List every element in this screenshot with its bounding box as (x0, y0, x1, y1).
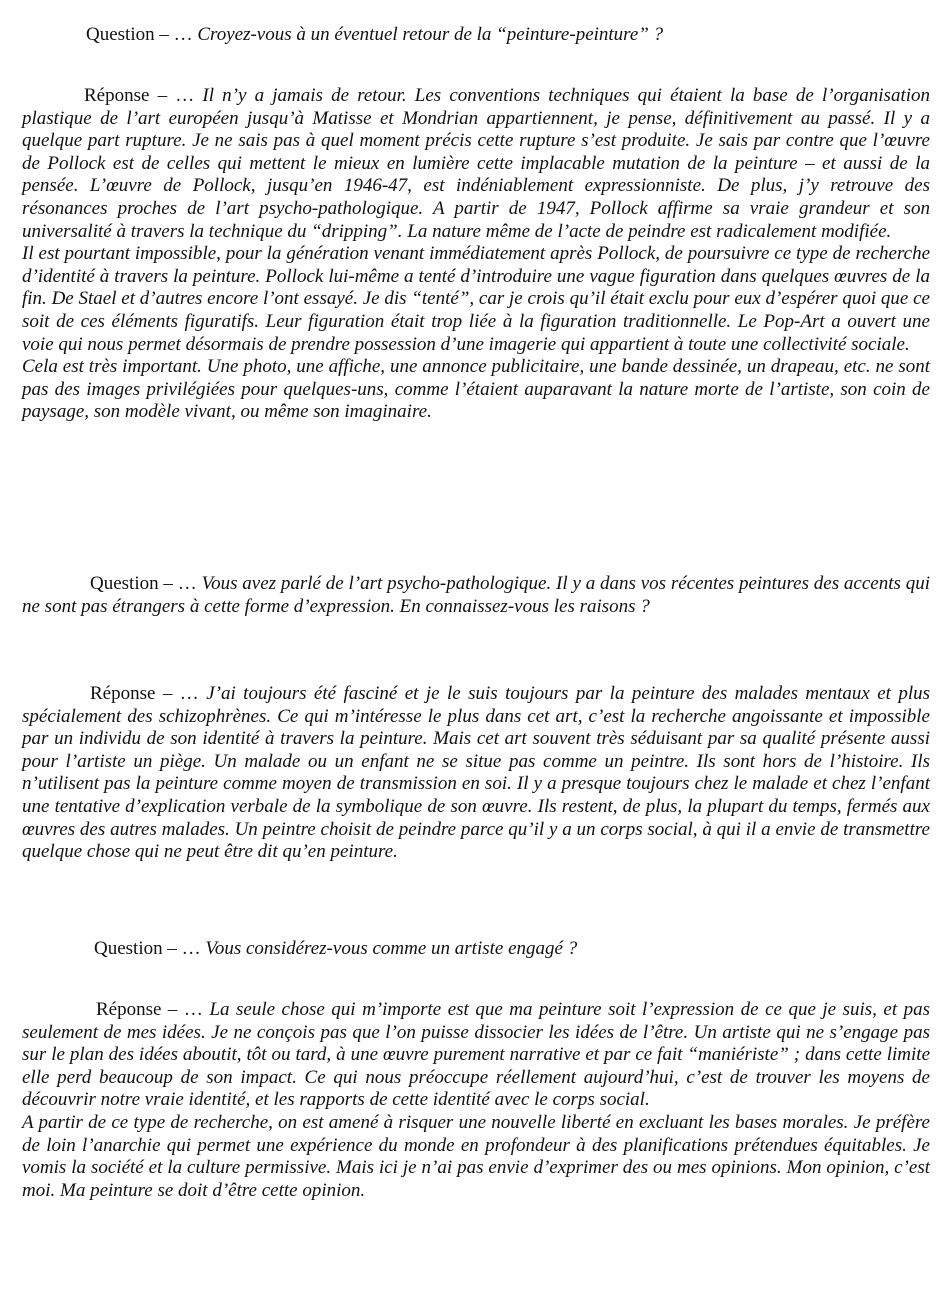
answer-3-paragraph-2: A partir de ce type de recherche, on est amené à risquer une nouvelle liberté en excluant les bases morales. Je préfère de loin l’anarchie qui permet une expérience du monde en profondeur à des planifications prétendues équitables. Je vomis la société et la culture permissive. Mais ici je n’ai pas envie d’exprimer des ou mes opinions. Mon opinion, c’est moi. Ma peinture se doit d’être cette opinion. (22, 1111, 930, 1201)
answer-3 (22, 999, 930, 1202)
separator: – … (149, 85, 203, 106)
question-2-paragraph (22, 573, 930, 618)
question-1-paragraph (86, 24, 950, 47)
answer-label: Réponse (90, 683, 156, 704)
question-label: Question (86, 24, 155, 45)
answer-2-text-1: J’ai toujours été fasciné et je le suis toujours par la peinture des malades mentaux et plus spécialement des schizophrènes. Ce qui m’intéresse le plus dans cet art, c’est la recherche angoissante et impossible par un individu de son identité à travers la peinture. Mais cet art souvent très séduisant par sa qualité présente aussi pour l’artiste un piège. Un malade ou un enfant ne se situe pas comme un peintre. Ils sont hors de l’histoire. Ils n’utilisent pas la peinture comme moyen de transmission en soi. Il y a presque toujours chez le malade et chez l’enfant une tentative d’explication verbale de la symbolique de son œuvre. Ils restent, de plus, la plupart du temps, fermés aux œuvres des autres malades. Un peintre choisit de peindre parce qu’il y a un corps social, à qui il a envie de transmettre quelque chose qui ne peut être dit qu’en peinture. (22, 683, 931, 863)
question-2 (22, 573, 930, 618)
answer-3-paragraph-1 (22, 999, 930, 1112)
separator: – … (162, 938, 206, 959)
answer-1-text-1: Il n’y a jamais de retour. Les conventions techniques qui étaient la base de l’organisation plastique de l’art européen jusqu’à Matisse et Mondrian appartiennent, je pense, définitivement au passé. Il y a quelque part rupture. Je ne sais pas à quel moment précis cette rupture s’est produite. Je sais par contre que l’œuvre de Pollock est de celles qui mettent le mieux en lumière cette implacable mutation de la peinture – et aussi de la pensée. L’œuvre de Pollock, jusqu’en 1946-47, est indéniablement expressionniste. De plus, j’y retrouve des résonances proches de l’art psycho-pathologique. A partir de 1947, Pollock affirme sa vraie grandeur et son universalité à travers la technique du “dripping”. La nature même de l’acte de peindre est radicalement modifiée. (22, 85, 931, 242)
separator: – … (155, 683, 207, 704)
separator: – … (161, 999, 210, 1020)
answer-2 (22, 683, 930, 864)
answer-1-paragraph-2: Il est pourtant impossible, pour la génération venant immédiatement après Pollock, de poursuivre ce type de recherche d’identité à travers la peinture. Pollock lui-même a tenté d’introduire une vague figuration dans quelques œuvres de la fin. De Stael et d’autres encore l’ont essayé. Je dis “tenté”, car je crois qu’il était exclu pour eux d’espérer quoi que ce soit de ces éléments figuratifs. Leur figuration était trop liée à la figuration traditionnelle. Le Pop-Art a ouvert une voie qui nous permet désormais de prendre possession d’une imagerie qui appartient à toute une collectivité sociale. (22, 243, 930, 355)
answer-1 (22, 85, 930, 424)
question-3-text: Vous considérez-vous comme un artiste engagé ? (205, 938, 578, 959)
answer-label: Réponse (96, 999, 162, 1020)
answer-label: Réponse (84, 85, 150, 106)
separator: – … (158, 573, 202, 594)
question-3-paragraph (94, 938, 950, 961)
answer-1-paragraph-1 (22, 85, 930, 243)
question-label: Question (94, 938, 163, 959)
answer-3-text-1: La seule chose qui m’importe est que ma peinture soit l’expression de ce que je suis, et pas seulement de mes idées. Je ne conçois pas que l’on puisse dissocier les idées de l’être. Un artiste qui ne s’engage pas sur le plan des idées aboutit, tôt ou tard, à une œuvre purement narrative et par ce fait “maniériste” ; dans cette limite elle perd beaucoup de son impact. Ce qui nous préoccupe réellement aujourd’hui, c’est de trouver les moyens de découvrir notre vraie identité, et les rapports de cette identité avec le corps social. (22, 999, 931, 1111)
answer-1-paragraph-3: Cela est très important. Une photo, une affiche, une annonce publicitaire, une bande dessinée, un drapeau, etc. ne sont pas des images privilégiées pour quelques-uns, comme l’étaient auparavant la nature morte de l’artiste, son coin de paysage, son modèle vivant, ou même son imaginaire. (22, 356, 930, 423)
question-2-text: Vous avez parlé de l’art psycho-pathologique. Il y a dans vos récentes peintures des accents qui ne sont pas étrangers à cette forme d’expression. En connaissez-vous les raisons ? (22, 573, 930, 617)
answer-2-paragraph-1 (22, 683, 930, 864)
question-1 (22, 24, 950, 47)
question-3 (22, 938, 950, 961)
question-1-text: Croyez-vous à un éventuel retour de la “peinture-peinture” ? (197, 24, 664, 45)
separator: – … (154, 24, 198, 45)
question-label: Question (90, 573, 159, 594)
